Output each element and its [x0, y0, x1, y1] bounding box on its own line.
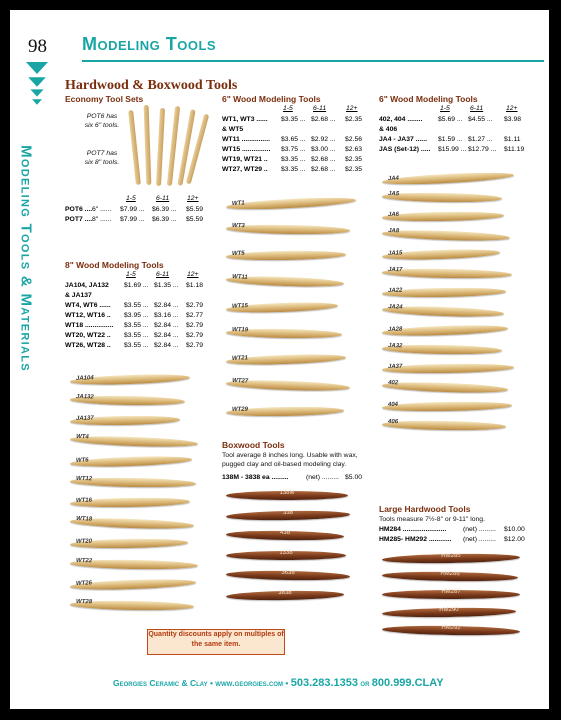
footer-bullet: • [209, 678, 216, 688]
footer-or: or [360, 678, 370, 688]
pot6-note: POT6 has six 6" tools. [84, 113, 120, 129]
price-6-11: $4.55 ... [468, 116, 493, 123]
tool-image [226, 406, 344, 417]
item-code: WT1, WT3 ...... [222, 116, 268, 123]
tool-label: HM285 [441, 552, 461, 560]
tool-image [70, 578, 196, 591]
item-code: WT4, WT6 ...... [65, 302, 111, 309]
tool-label: WT29 [231, 406, 249, 413]
price-6-11: $1.35 ... [154, 282, 179, 289]
price-12plus: $2.79 [186, 332, 204, 339]
tool-label: 338 [282, 509, 294, 517]
price-6-11: $3.16 ... [154, 312, 179, 319]
tool-image [382, 248, 500, 261]
tool-image [382, 625, 520, 636]
price-6-11: $2.68 ... [311, 116, 336, 123]
item-code: WT11 ............... [222, 136, 270, 143]
price-1-5: $1.69 ... [124, 282, 149, 289]
tool-image [382, 401, 512, 412]
tool-image [382, 305, 504, 318]
boxwood-title: Boxwood Tools [222, 440, 285, 450]
col-6-11: 6-11 [470, 105, 484, 112]
col-1-5: 1-5 [126, 195, 136, 202]
price-12plus: $2.63 [345, 146, 363, 153]
price-1-5: $3.55 ... [124, 342, 149, 349]
page-title: Modeling Tools [82, 34, 217, 54]
price-1-5: $1.59 ... [438, 136, 463, 143]
net-label: (net) ......... [306, 474, 339, 481]
price-12plus: $5.59 [186, 206, 204, 213]
item-code: 138M - 3838 ea ......... [222, 474, 289, 481]
price-12plus: $2.79 [186, 302, 204, 309]
footer-website[interactable]: www.georgies.com [215, 678, 284, 688]
catalog-page [10, 10, 549, 709]
economy-tool-photo [127, 105, 207, 190]
col-12plus: 12+ [506, 105, 518, 112]
item-code: POT7 .... [65, 216, 93, 223]
tool-label: WT12 [75, 475, 93, 482]
price-1-5: $15.99 ... [438, 146, 467, 153]
tool-image [70, 497, 190, 508]
tool-label: JA132 [75, 393, 94, 400]
price-1-5: $3.35 ... [281, 116, 306, 123]
tool-label: JA6 [387, 211, 400, 218]
tool-label: JA24 [388, 304, 403, 311]
tool-image [382, 287, 506, 298]
tool-image [382, 607, 516, 618]
net-label: (net) ......... [463, 536, 496, 543]
tool-image [382, 381, 508, 394]
item-code: HM284 ....................... [379, 526, 447, 533]
item-code: & JA137 [65, 292, 92, 299]
price-12plus: $2.77 [186, 312, 204, 319]
price-12plus: $5.59 [186, 216, 204, 223]
economy-price-header [65, 195, 215, 204]
tool-label: 438 [279, 529, 291, 537]
triangle-icon [26, 62, 48, 74]
pot7-note: POT7 has six 8" tools. [84, 150, 120, 166]
price-1-5: $3.95 ... [124, 312, 149, 319]
item-code: WT15 ............... [222, 146, 271, 153]
price-6-11: $3.00 ... [311, 146, 336, 153]
tool-image [70, 476, 196, 487]
tool-label: WT16 [75, 497, 93, 504]
price-12plus: $2.79 [186, 322, 204, 329]
price-12plus: $2.35 [345, 116, 363, 123]
hardwood-boxwood-title: Hardwood & Boxwood Tools [65, 78, 238, 93]
tool-label: HM286 [440, 570, 460, 578]
tool-label: JA22 [387, 287, 403, 294]
item-desc: 6" ...... [92, 206, 112, 213]
tool-label: JA4 [387, 175, 400, 183]
tool-image [226, 250, 346, 261]
price-12plus: $1.11 [504, 136, 521, 143]
price-12plus: $2.35 [345, 156, 363, 163]
tool-image [226, 275, 344, 288]
tool-label: JA5 [387, 191, 400, 198]
tool-image [226, 301, 338, 314]
large-hardwood-title: Large Hardwood Tools [379, 504, 471, 514]
header-rule [82, 60, 544, 62]
price-1-5: $7.99 ... [120, 216, 145, 223]
price-12plus: $3.98 [504, 116, 522, 123]
sidebar-title: Modeling Tools & Materials [17, 145, 35, 372]
price: $10.00 [504, 526, 525, 533]
tool-label: 3638 [281, 569, 295, 577]
tool-image [226, 510, 350, 521]
price-1-5: $3.55 ... [124, 332, 149, 339]
tool-image [382, 171, 514, 187]
six-inch-b-title: 6" Wood Modeling Tools [379, 94, 478, 104]
price-6-11: $2.92 ... [311, 136, 336, 143]
col-12plus: 12+ [187, 271, 199, 278]
tool-image [382, 324, 508, 337]
tool-label: JA37 [387, 363, 403, 371]
eight-inch-price-header [65, 271, 215, 280]
tool-label: HM292 [441, 624, 461, 632]
price-1-5: $3.75 ... [281, 146, 306, 153]
boxwood-description: Tool average 8 inches long. Usable with wax, pugged clay and oil-based modeling clay. [222, 452, 358, 468]
tool-image [382, 229, 510, 242]
price-6-11: $12.79 ... [468, 146, 497, 153]
tool-label: 402 [388, 380, 399, 387]
col-12plus: 12+ [187, 195, 199, 202]
tool-label: 406 [387, 419, 399, 426]
price-6-11: $2.84 ... [154, 332, 179, 339]
tool-image [382, 344, 502, 355]
item-code: JA104, JA132 [65, 282, 109, 289]
tool-label: WT20 [75, 538, 93, 545]
tool-label: WT4 [76, 433, 89, 440]
price-1-5: $3.55 ... [124, 322, 149, 329]
item-code: WT18 ............... [65, 322, 114, 329]
tool-image [226, 379, 350, 392]
price: $5.00 [345, 474, 363, 481]
tool-image [226, 224, 350, 235]
net-label: (net) ......... [463, 526, 496, 533]
tool-label: WT11 [232, 274, 248, 281]
col-6-11: 6-11 [156, 271, 170, 278]
item-code: HM285- HM292 ............ [379, 536, 452, 543]
tool-image [70, 558, 198, 569]
tool-label: JA137 [75, 415, 94, 422]
item-code: WT26, WT28 .. [65, 342, 111, 349]
tool-image [382, 590, 520, 599]
tool-image [70, 394, 185, 405]
price-12plus: $1.18 [186, 282, 204, 289]
tool-label: WT26 [75, 580, 93, 587]
tool-image [70, 516, 194, 529]
item-code: JA4 - JA37 ...... [379, 136, 427, 143]
footer [113, 677, 444, 689]
item-code: 402, 404 ........ [379, 116, 423, 123]
item-code: JAS (Set-12) ..... [379, 146, 431, 153]
tool-image [382, 571, 518, 582]
price-12plus: $2.79 [186, 342, 204, 349]
item-code: WT19, WT21 .. [222, 156, 268, 163]
col-1-5: 1-5 [126, 271, 136, 278]
tool-label: HM290 [439, 606, 459, 614]
pot-tool [156, 108, 165, 186]
tool-label: 404 [387, 401, 399, 409]
tool-label: WT27 [232, 378, 249, 385]
price-6-11: $2.84 ... [154, 302, 179, 309]
price-6-11: $6.39 ... [152, 216, 177, 223]
tool-label: JA15 [387, 250, 403, 257]
tool-label: 138M [279, 490, 295, 496]
tool-label: WT22 [76, 557, 93, 564]
col-12plus: 12+ [346, 105, 358, 112]
item-code: & WT5 [222, 126, 244, 133]
tool-image [382, 192, 502, 203]
col-6-11: 6-11 [313, 105, 327, 112]
price-6-11: $2.84 ... [154, 342, 179, 349]
price-12plus: $11.19 [504, 146, 525, 153]
tool-image [226, 570, 350, 581]
page-number: 98 [28, 36, 47, 57]
tool-label: WT6 [75, 457, 89, 464]
item-code: WT27, WT29 .. [222, 166, 268, 173]
tool-image [382, 363, 514, 374]
item-code: & 406 [379, 126, 398, 133]
eight-inch-title: 8" Wood Modeling Tools [65, 260, 164, 270]
tool-label: 3838 [278, 589, 292, 597]
six-inch-b-price-header [379, 105, 539, 114]
quantity-discount-notice: Quantity discounts apply on multiples of the same item. [147, 629, 285, 655]
footer-phone-1: 503.283.1353 [290, 677, 359, 689]
tool-image [226, 196, 356, 212]
tool-label: WT5 [231, 250, 245, 257]
tool-image [70, 455, 192, 468]
col-1-5: 1-5 [283, 105, 293, 112]
tool-image [70, 599, 194, 610]
pot-tool [144, 105, 152, 185]
tool-label: WT28 [75, 598, 93, 605]
pot-tool [128, 110, 141, 185]
price-1-5: $5.69 ... [438, 116, 463, 123]
tool-label: WT15 [231, 303, 249, 310]
tool-image [226, 590, 344, 601]
tool-image [226, 353, 346, 366]
price-1-5: $3.35 ... [281, 166, 306, 173]
tool-label: JA32 [387, 343, 403, 350]
tool-label: WT18 [76, 515, 93, 523]
tool-label: WT21 [231, 355, 249, 362]
price-6-11: $1.27 ... [468, 136, 493, 143]
tool-label: JA17 [388, 266, 403, 274]
price-6-11: $2.68 ... [311, 166, 336, 173]
item-code: WT20, WT22 .. [65, 332, 111, 339]
price-12plus: $2.35 [345, 166, 363, 173]
item-desc: 8" ...... [92, 216, 112, 223]
col-6-11: 6-11 [156, 195, 170, 202]
six-inch-a-price-header [222, 105, 372, 114]
footer-company: Georgies Ceramic & Clay [113, 678, 208, 688]
tool-image [70, 373, 190, 386]
footer-bullet: • [285, 678, 291, 688]
tool-label: JA104 [75, 375, 94, 382]
tool-image [382, 268, 512, 279]
price-12plus: $2.56 [345, 136, 363, 143]
price-6-11: $6.39 ... [152, 206, 177, 213]
large-hardwood-description: Tools measure 7½-8" or 9-11" long. [379, 516, 485, 523]
price-6-11: $2.84 ... [154, 322, 179, 329]
price: $12.00 [504, 536, 525, 543]
tool-label: JA28 [387, 326, 403, 333]
tool-image [382, 420, 506, 431]
tool-image [226, 491, 348, 500]
tool-image [382, 553, 520, 564]
item-code: POT6 .... [65, 206, 93, 213]
economy-title: Economy Tool Sets [65, 94, 144, 104]
price-6-11: $2.68 ... [311, 156, 336, 163]
tool-label: 1338 [279, 550, 293, 556]
tool-image [226, 328, 342, 339]
tool-image [70, 434, 198, 447]
tool-label: HM287 [441, 589, 461, 595]
item-code: WT12, WT16 .. [65, 312, 111, 319]
price-1-5: $3.65 ... [281, 136, 306, 143]
col-1-5: 1-5 [440, 105, 450, 112]
footer-phone-2: 800.999.CLAY [371, 677, 444, 689]
price-1-5: $3.55 ... [124, 302, 149, 309]
price-1-5: $3.35 ... [281, 156, 306, 163]
triangle-icon [28, 77, 46, 87]
tool-image [70, 538, 188, 549]
tool-label: WT19 [231, 327, 249, 334]
tool-label: WT1 [231, 200, 245, 208]
tool-image [226, 530, 344, 541]
tool-image [226, 551, 346, 560]
tool-label: WT3 [231, 223, 245, 230]
tool-label: JA8 [388, 227, 400, 235]
tool-image [382, 211, 504, 222]
price-1-5: $7.99 ... [120, 206, 145, 213]
tool-image [70, 415, 180, 426]
six-inch-a-title: 6" Wood Modeling Tools [222, 94, 321, 104]
